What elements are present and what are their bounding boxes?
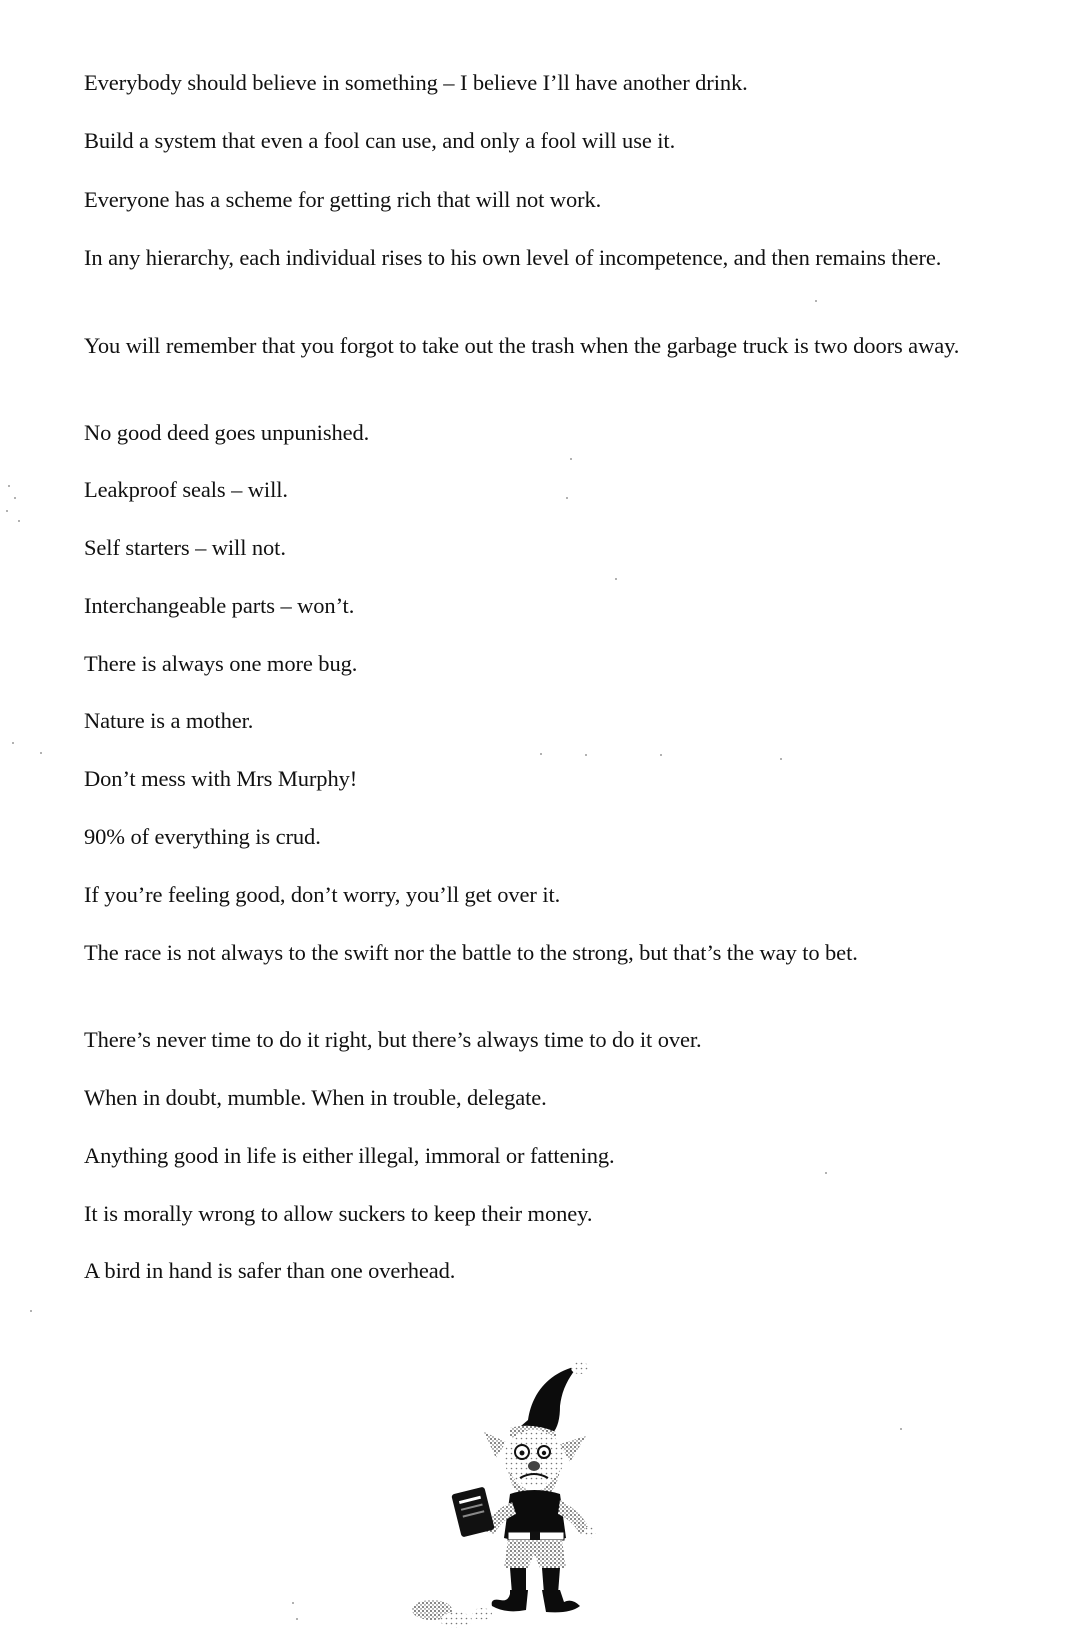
- scan-speck: [18, 520, 20, 522]
- dust-cloud: [472, 1608, 492, 1620]
- gnome-clipart-icon: [410, 1362, 650, 1632]
- quote-line: If you’re feeling good, don’t worry, you’ll get over it.: [84, 882, 561, 907]
- quote-line: Build a system that even a fool can use, and only a fool will use it.: [84, 128, 676, 153]
- scan-speck: [780, 758, 782, 760]
- scan-speck: [570, 458, 572, 460]
- quote-line: Everyone has a scheme for getting rich that will not work.: [84, 187, 602, 212]
- scan-speck: [292, 1602, 294, 1604]
- quote-line: Everybody should believe in something – I believe I’ll have another drink.: [84, 70, 748, 95]
- scan-speck: [815, 300, 817, 302]
- scan-speck: [296, 1618, 298, 1620]
- scan-speck: [8, 485, 10, 487]
- hat-pompom: [571, 1362, 589, 1374]
- scan-speck: [585, 754, 587, 756]
- quote-line: You will remember that you forgot to take out the trash when the garbage truck is two doors away.: [84, 333, 960, 358]
- scan-speck: [900, 1428, 902, 1430]
- scan-speck: [40, 752, 42, 754]
- quote-line: No good deed goes unpunished.: [84, 420, 370, 445]
- quote-line: 90% of everything is crud.: [84, 824, 321, 849]
- quote-line: In any hierarchy, each individual rises to his own level of incompetence, and then remains there.: [84, 245, 942, 270]
- scan-speck: [6, 510, 8, 512]
- scan-speck: [30, 1310, 32, 1312]
- quote-line: Anything good in life is either illegal, immoral or fattening.: [84, 1143, 615, 1168]
- left-ear: [484, 1432, 506, 1458]
- quote-line: There’s never time to do it right, but there’s always time to do it over.: [84, 1027, 702, 1052]
- quote-line: Interchangeable parts – won’t.: [84, 593, 355, 618]
- right-boot: [542, 1590, 580, 1612]
- scan-speck: [566, 497, 568, 499]
- clipboard: [451, 1487, 495, 1538]
- quote-line: There is always one more bug.: [84, 651, 358, 676]
- quote-line: Don’t mess with Mrs Murphy!: [84, 766, 358, 791]
- scan-speck: [615, 578, 617, 580]
- quote-line: Self starters – will not.: [84, 535, 286, 560]
- scan-speck: [660, 754, 662, 756]
- quote-line: A bird in hand is safer than one overhead.: [84, 1258, 456, 1283]
- scan-speck: [12, 742, 14, 744]
- scan-speck: [540, 753, 542, 755]
- quote-line: Leakproof seals – will.: [84, 477, 288, 502]
- left-boot: [492, 1590, 528, 1611]
- quote-line: It is morally wrong to allow suckers to keep their money.: [84, 1201, 593, 1226]
- quote-line: Nature is a mother.: [84, 708, 254, 733]
- quote-line: When in doubt, mumble. When in trouble, delegate.: [84, 1085, 547, 1110]
- scan-speck: [825, 1172, 827, 1174]
- hat: [514, 1366, 578, 1434]
- dust-cloud: [440, 1612, 472, 1628]
- pants: [504, 1540, 566, 1568]
- quote-line: The race is not always to the swift nor the battle to the strong, but that’s the way to bet.: [84, 940, 858, 965]
- scan-speck: [14, 497, 16, 499]
